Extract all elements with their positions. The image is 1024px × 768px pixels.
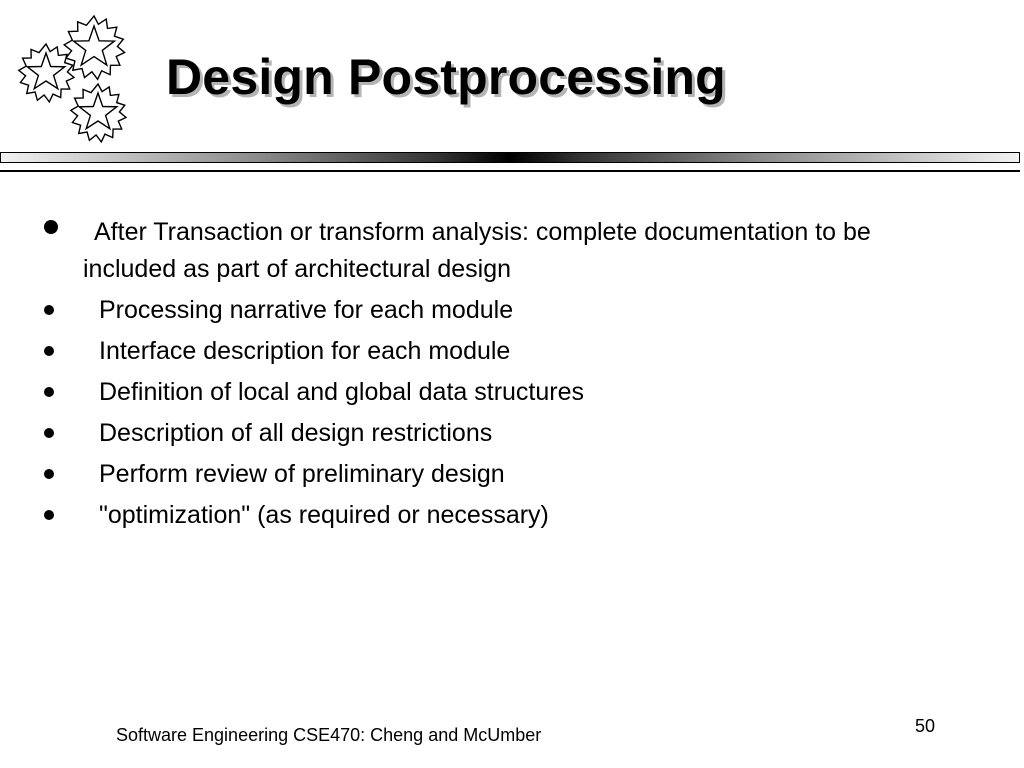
title-divider-line [0,170,1020,172]
sub-point-text: "optimization" (as required or necessary) [99,501,549,529]
list-item [0,378,1000,419]
list-item [0,296,1000,337]
stars-cluster-icon [6,14,132,146]
sub-point-text: Processing narrative for each module [99,296,514,324]
list-item [0,419,1000,460]
list-item [0,460,1000,501]
bullet-icon [44,387,54,397]
bullet-icon [44,305,54,315]
slide-footer: Software Engineering CSE470: Cheng and McUmber [116,725,542,745]
bullet-icon [44,469,54,479]
title-gradient-divider [0,152,1020,163]
sub-point-text: Definition of local and global data structures [99,378,585,406]
page-number: 50 [915,716,936,736]
list-item [0,501,1000,542]
bullet-icon [44,220,58,234]
list-item [0,337,1000,378]
slide-title: Design Postprocessing [166,49,726,105]
main-point: After Transaction or transform analysis: complete documentation to be included as part of architectural design [83,218,871,283]
sub-point-text: Interface description for each module [99,337,511,365]
bullet-icon [44,346,54,356]
sub-point-text: Description of all design restrictions [99,419,493,447]
bullet-icon [44,510,54,520]
bullet-icon [44,428,54,438]
sub-point-list [0,296,1000,542]
sub-point-text: Perform review of preliminary design [99,460,505,488]
